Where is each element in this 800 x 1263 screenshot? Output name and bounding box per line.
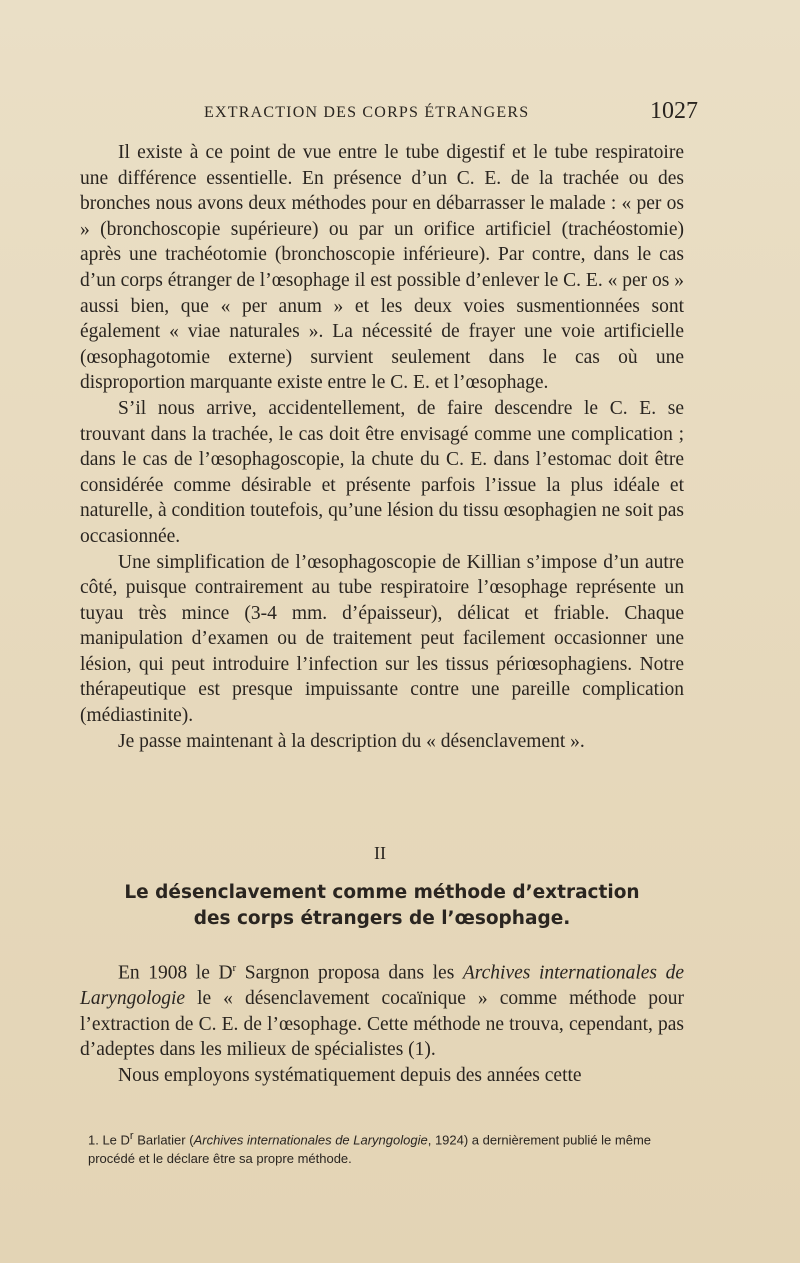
text-run: Barlatier (	[133, 1132, 194, 1148]
text-run: 1. Le D	[88, 1132, 130, 1148]
section-text	[80, 956, 684, 1088]
journal-title: Archives internationales de Laryngologie	[80, 962, 684, 1010]
paragraph: Il existe à ce point de vue entre le tube digestif et le tube respiratoire une différence essentielle. En présence d’un C. E. de la trachée ou des bronches nous avons deux méthodes pour en débarrasser le malade : « per os » (bronchoscopie supérieure) ou par un orifice artificiel (trachéostomie) après une trachéotomie (bronchoscopie inférieure). Par contre, dans le cas d’un corps étranger de l’œsophage il est possible d’enlever le C. E. « per os » aussi bien, que « per anum » et les deux voies susmentionnées sont également « viae naturales ». La nécessité de frayer une voie artificielle (œsophagotomie externe) survient seulement dans le cas où une disproportion marquante existe entre le C. E. et l’œsophage.	[80, 142, 684, 394]
text-run: , 1924) a dernièrement publié le même procédé et le déclare être sa propre méthode.	[88, 1132, 652, 1167]
paragraph	[80, 956, 684, 1063]
main-text	[80, 140, 684, 754]
section-heading-line: Le désenclavement comme méthode d’extraction	[124, 882, 640, 903]
section-heading	[80, 880, 684, 932]
footnote	[88, 1127, 688, 1168]
paragraph: Une simplification de l’œsophagoscopie de Killian s’impose d’un autre côté, puisque contrairement au tube respiratoire l’œsophage représente un tuyau très mince (3-4 mm. d’épaisseur), délicat et friable. Chaque manipulation d’examen ou de traitement peut facilement occasionner une lésion, qui peut introduire l’infection sur les tissus périœsophagiens. Notre thérapeutique est presque impuissante contre une pareille complication (médiastinite).	[80, 551, 684, 727]
page-header	[204, 98, 698, 128]
text-run: En 1908 le D	[118, 962, 233, 984]
superscript: r	[232, 962, 237, 974]
text-run: Sargnon proposa dans les	[236, 962, 463, 984]
text-run: le « désenclavement cocaïnique » comme méthode pour l’extraction de C. E. de l’œsophage. Cette méthode ne trouva, cependant, pas d’adeptes dans les milieux de spécialistes (1).	[80, 988, 684, 1061]
paragraph: Nous employons systématiquement depuis des années cette	[118, 1064, 582, 1086]
paragraph: Je passe maintenant à la description du « désenclavement ».	[118, 730, 585, 752]
section-number: II	[374, 843, 386, 863]
page-number: 1027	[650, 98, 698, 124]
section-heading-line: des corps étrangers de l’œsophage.	[193, 908, 571, 929]
superscript: r	[129, 1130, 134, 1142]
running-title: EXTRACTION DES CORPS ÉTRANGERS	[204, 104, 530, 121]
paragraph: S’il nous arrive, accidentellement, de faire descendre le C. E. se trouvant dans la trachée, le cas doit être envisagé comme une complication ; dans le cas de l’œsophagoscopie, la chute du C. E. dans l’estomac doit être considérée comme désirable et présente parfois l’issue la plus idéale et naturelle, à condition toutefois, qu’une lésion du tissu œsophagien ne soit pas occasionnée.	[80, 397, 684, 547]
journal-title: Archives internationales de Laryngologie	[193, 1132, 428, 1148]
